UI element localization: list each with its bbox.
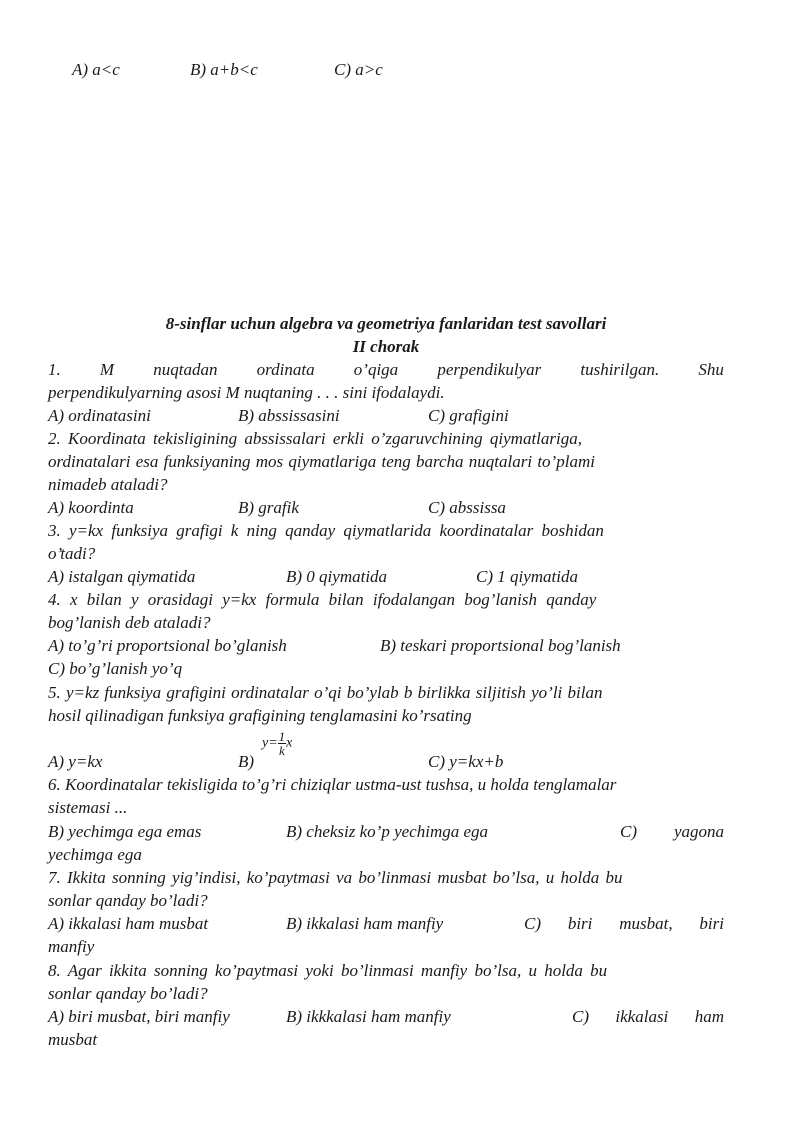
q8-option-c-cont: musbat	[48, 1030, 98, 1049]
q5-option-b-formula	[262, 730, 292, 757]
q1-word: Shu	[698, 360, 724, 379]
top-option-c: C) a>c	[334, 60, 383, 79]
q8-line1: 8. Agar ikkita sonning ko’paytmasi yoki bo’linmasi manfiy bo’lsa, u holda bu	[48, 961, 608, 980]
q6-option-c-word: yagona	[673, 822, 724, 841]
q5-line1: 5. y=kz funksiya grafigini ordinatalar o’qi bo’ylab b birlikka siljitish yo’li bilan	[48, 683, 603, 702]
q5-option-c: C) y=kx+b	[428, 752, 504, 771]
q7-option-c-word: biri	[567, 914, 593, 933]
q8-line2: sonlar qanday bo’ladi?	[48, 984, 208, 1003]
q7-line1: 7. Ikkita sonning yig’indisi, ko’paytmasi va bo’linmasi musbat bo’lsa, u holda bu	[48, 868, 623, 887]
q8-option-a: A) biri musbat, biri manfiy	[48, 1007, 230, 1026]
formula-fraction	[278, 730, 287, 757]
q5-option-a: A) y=kx	[48, 752, 103, 771]
q7-option-c	[524, 914, 724, 934]
q3-line2: o’tadi?	[48, 544, 96, 563]
top-option-a: A) a<c	[72, 60, 120, 79]
q3-line1: 3. y=kx funksiya grafigi k ning qanday qiymatlarida koordinatalar boshidan	[48, 521, 604, 540]
q8-option-c-word: C)	[572, 1007, 589, 1026]
q4-line2: bog’lanish deb ataladi?	[48, 613, 211, 632]
q1-word: 1.	[48, 360, 61, 379]
formula-denominator: k	[279, 743, 285, 758]
formula-lhs: y=	[262, 735, 278, 751]
q4-option-c: C) bo’g’lanish yo’q	[48, 659, 183, 678]
q3-option-c: C) 1 qiymatida	[476, 567, 578, 586]
q8-option-c	[572, 1007, 724, 1027]
q4-option-a: A) to’g’ri proportsional bo’glanish	[48, 636, 287, 655]
q1-line2: perpendikulyarning asosi M nuqtaning . . . sini ifodalaydi.	[48, 383, 445, 402]
q4-option-b: B) teskari proportsional bog’lanish	[380, 636, 621, 655]
q6-line1: 6. Koordinatalar tekisligida to’g’ri chiziqlar ustma-ust tushsa, u holda tenglamalar	[48, 775, 617, 794]
q6-option-c-cont: yechimga ega	[48, 845, 142, 864]
q8-option-b: B) ikkkalasi ham manfiy	[286, 1007, 451, 1026]
page-subtitle: II chorak	[352, 337, 420, 356]
q6-line2: sistemasi ...	[48, 798, 128, 817]
q7-option-c-word: C)	[524, 914, 541, 933]
q7-option-b: B) ikkalasi ham manfiy	[286, 914, 444, 933]
q1-word: tushirilgan.	[580, 360, 660, 379]
q2-line2: ordinatalari esa funksiyaning mos qiymatlariga teng barcha nuqtalari to’plami	[48, 452, 595, 471]
q1-word: ordinata	[256, 360, 315, 379]
q1-option-b: B) abssissasini	[238, 406, 340, 425]
q7-option-c-word: biri	[699, 914, 724, 933]
q1-option-a: A) ordinatasini	[48, 406, 151, 425]
q4-line1: 4. x bilan y orasidagi y=kx formula bilan ifodalangan bog’lanish qanday	[48, 590, 597, 609]
q1-word: nuqtadan	[153, 360, 218, 379]
q8-option-c-word: ham	[694, 1007, 724, 1026]
q2-line1: 2. Koordinata tekisligining abssissalari erkli o’zgaruvchining qiymatlariga,	[48, 429, 582, 448]
q6-option-b2: B) cheksiz ko’p yechimga ega	[286, 822, 489, 841]
q8-option-c-word: ikkalasi	[615, 1007, 669, 1026]
q7-option-c-word: musbat,	[619, 914, 673, 933]
q1-word: perpendikulyar	[437, 360, 542, 379]
q6-option-b: B) yechimga ega emas	[48, 822, 202, 841]
q5-option-b: B)	[238, 752, 255, 771]
q7-option-c-cont: manfiy	[48, 937, 95, 956]
q2-option-b: B) grafik	[238, 498, 299, 517]
formula-numerator: 1	[278, 729, 286, 744]
q7-option-a: A) ikkalasi ham musbat	[48, 914, 209, 933]
q3-option-a: A) istalgan qiymatida	[48, 567, 196, 586]
q1-word: o’qiga	[353, 360, 399, 379]
q5-line2: hosil qilinadigan funksiya grafigining tenglamasini ko’rsating	[48, 706, 472, 725]
q2-line3: nimadeb ataladi?	[48, 475, 168, 494]
q7-line2: sonlar qanday bo’ladi?	[48, 891, 208, 910]
q1-word: M	[99, 360, 115, 379]
q2-option-a: A) koordinta	[48, 498, 134, 517]
q6-option-c-word: C)	[620, 822, 637, 841]
top-option-b: B) a+b<c	[190, 60, 258, 79]
q1-line1	[48, 360, 724, 380]
q3-option-b: B) 0 qiymatida	[286, 567, 388, 586]
page-title: 8-sinflar uchun algebra va geometriya fanlaridan test savollari	[165, 314, 607, 333]
q2-option-c: C) abssissa	[428, 498, 506, 517]
q6-option-c	[620, 822, 724, 842]
formula-variable: x	[286, 735, 293, 751]
q1-option-c: C) grafigini	[428, 406, 509, 425]
